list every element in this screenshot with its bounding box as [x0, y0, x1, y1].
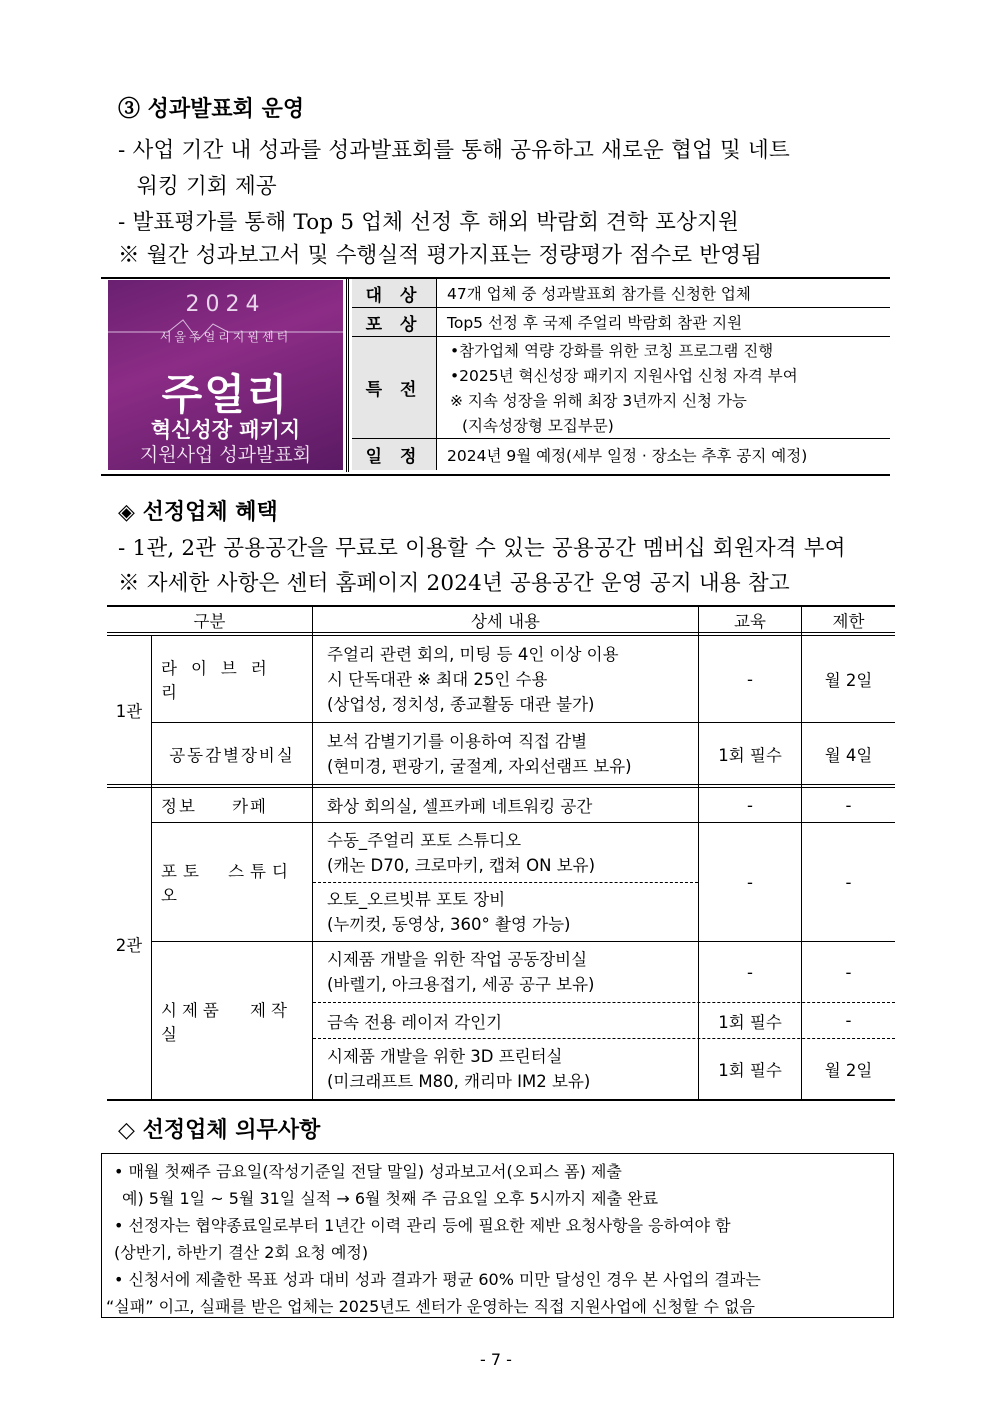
facility-detail — [313, 942, 698, 1002]
note-text: ※ 월간 성과보고서 및 수행실적 평가지표는 정량평가 점수로 반영됨 — [118, 243, 763, 268]
facility-detail-text — [313, 642, 619, 717]
poster-year: 2024 — [185, 292, 266, 317]
poster-caption: 지원사업 성과발표회 — [139, 444, 312, 466]
detail-line: (상업성, 정치성, 종교활동 대관 불가) — [327, 694, 595, 714]
detail-line: (바렐기, 아크용접기, 세공 공구 보유) — [327, 975, 595, 994]
building-label: 1관 — [115, 702, 143, 721]
obligation-line: 예) 5월 1일 ~ 5월 31일 실적 → 6월 첫째 주 금요일 오후 5시까지 제출 완료 — [122, 1189, 659, 1208]
column-header: 제한 — [832, 611, 865, 631]
limit-value: - — [845, 872, 852, 892]
education-value: 1회 필수 — [718, 745, 782, 765]
detail-line: 주얼리 관련 회의, 미팅 등 4인 이상 이용 — [327, 644, 619, 664]
column-header: 상세 내용 — [470, 611, 540, 631]
poster-title: 주얼리 — [161, 370, 290, 419]
facility-name: 포토 스튜디오 — [161, 862, 294, 905]
limit-value: 월 4일 — [824, 745, 873, 765]
limit-value: - — [845, 1011, 852, 1030]
facility-detail — [313, 723, 698, 784]
limit-value: 월 2일 — [824, 1061, 873, 1080]
body-text: - 발표평가를 통해 Top 5 업체 선정 후 해외 박람회 견학 포상지원 — [118, 210, 739, 235]
building-label: 2관 — [115, 936, 143, 955]
event-benefit-item: ※ 지속 성장을 위해 최장 3년까지 신청 가능 — [450, 392, 747, 410]
section-heading: ③ 성과발표회 운영 — [118, 96, 305, 122]
detail-line: (캐논 D70, 크로마키, 캡쳐 ON 보유) — [327, 855, 596, 875]
page-number: - 7 - — [480, 1350, 512, 1369]
obligation-line: • 매월 첫째주 금요일(작성기준일 전달 말일) 성과보고서(오피스 폼) 제출 — [114, 1162, 622, 1181]
education-value: - — [747, 962, 753, 982]
detail-line: 시제품 개발을 위한 3D 프린터실 — [327, 1047, 563, 1066]
column-header: 교육 — [734, 611, 766, 631]
detail-line: (현미경, 편광기, 굴절계, 자외선램프 보유) — [327, 756, 632, 776]
detail-line: 시 단독대관 ※ 최대 25인 수용 — [327, 669, 548, 689]
limit-value: - — [845, 962, 852, 982]
header-divider — [107, 632, 895, 633]
event-benefit-item: •참가업체 역량 강화를 위한 코칭 프로그램 진행 — [450, 342, 774, 360]
education-value: - — [747, 795, 753, 815]
section-heading: ◇ 선정업체 의무사항 — [118, 1117, 321, 1143]
detail-line: 오토_오르빗뷰 포토 장비 — [327, 890, 506, 909]
obligation-line: • 신청서에 제출한 목표 성과 대비 성과 결과가 평균 60% 미만 달성인 경우 본 사업의 결과는 — [114, 1270, 761, 1289]
facility-detail — [313, 823, 698, 882]
body-text: 워킹 기회 제공 — [137, 174, 277, 199]
event-label: 대 상 — [352, 279, 436, 307]
poster-subtitle: 혁신성장 패키지 — [150, 418, 301, 442]
detail-line: 보석 감별기기를 이용하여 직접 감별 — [327, 731, 588, 751]
facility-detail-text — [313, 1044, 590, 1094]
table-bottom-border — [107, 1099, 895, 1101]
event-benefit-item: (지속성장형 모집부문) — [462, 417, 614, 435]
body-text: - 사업 기간 내 성과를 성과발표회를 통해 공유하고 새로운 협업 및 네트 — [118, 138, 790, 163]
facility-name: 정보 카페 — [161, 797, 269, 816]
facility-name — [152, 636, 312, 722]
facility-detail — [313, 883, 698, 941]
body-text: - 1관, 2관 공용공간을 무료로 이용할 수 있는 공용공간 멤버십 회원자격 부여 — [118, 536, 846, 561]
obligation-line: (상반기, 하반기 결산 2회 요청 예정) — [114, 1243, 369, 1262]
detail-line: 시제품 개발을 위한 작업 공동장비실 — [327, 950, 588, 969]
note-text: ※ 자세한 사항은 센터 홈페이지 2024년 공용공간 운영 공지 내용 참고 — [118, 571, 790, 596]
event-label: 특 전 — [352, 337, 436, 438]
facility-detail — [313, 1039, 698, 1099]
limit-value: 월 2일 — [824, 671, 873, 690]
event-value: Top5 선정 후 국제 주얼리 박람회 참관 지원 — [447, 314, 743, 332]
detail-line: 수동_주얼리 포토 스튜디오 — [327, 830, 522, 850]
facility-name-text: 라이브러리 — [161, 659, 281, 702]
detail-line: (미크래프트 M80, 캐리마 IM2 보유) — [327, 1072, 591, 1091]
event-poster-image — [108, 280, 343, 470]
facility-detail-text — [313, 947, 595, 997]
facility-detail-text — [313, 828, 595, 878]
obligation-line: • 선정자는 협약종료일로부터 1년간 이력 관리 등에 필요한 제반 요청사항을 응하여야 함 — [114, 1216, 731, 1235]
facility-detail: 금속 전용 레이저 각인기 — [327, 1012, 503, 1032]
event-benefit-item: •2025년 혁신성장 패키지 지원사업 신청 자격 부여 — [450, 367, 798, 385]
education-value: 1회 필수 — [718, 1061, 782, 1080]
event-value: 47개 업체 중 성과발표회 참가를 신청한 업체 — [447, 285, 751, 303]
table-divider — [346, 277, 349, 472]
education-value: 1회 필수 — [718, 1012, 782, 1032]
facility-name: 공동감별장비실 — [169, 745, 295, 765]
event-value: 2024년 9월 예정(세부 일정 · 장소는 추후 공지 예정) — [447, 446, 808, 465]
detail-line: (누끼컷, 동영상, 360° 촬영 가능) — [327, 915, 571, 934]
facility-detail-text — [313, 729, 632, 779]
obligation-line: “실패” 이고, 실패를 받은 업체는 2025년도 센터가 운영하는 직접 지원사업에 신청할 수 없음 — [106, 1297, 755, 1316]
education-value: - — [747, 669, 753, 689]
column-header: 구분 — [193, 611, 226, 631]
event-label: 포 상 — [352, 308, 436, 336]
event-benefit-list — [450, 339, 798, 439]
limit-value: - — [845, 795, 852, 815]
facility-detail — [313, 636, 698, 722]
section-heading: ◈ 선정업체 혜택 — [118, 499, 278, 525]
facility-name: 시제품 제작실 — [161, 1001, 292, 1044]
facility-detail-text — [313, 887, 570, 937]
poster-center-name: 서울주얼리지원센터 — [159, 330, 292, 344]
event-label: 일 정 — [352, 439, 436, 470]
education-value: - — [747, 872, 753, 892]
group-divider — [107, 784, 895, 785]
facility-detail: 화상 회의실, 셀프카페 네트워킹 공간 — [327, 797, 593, 816]
